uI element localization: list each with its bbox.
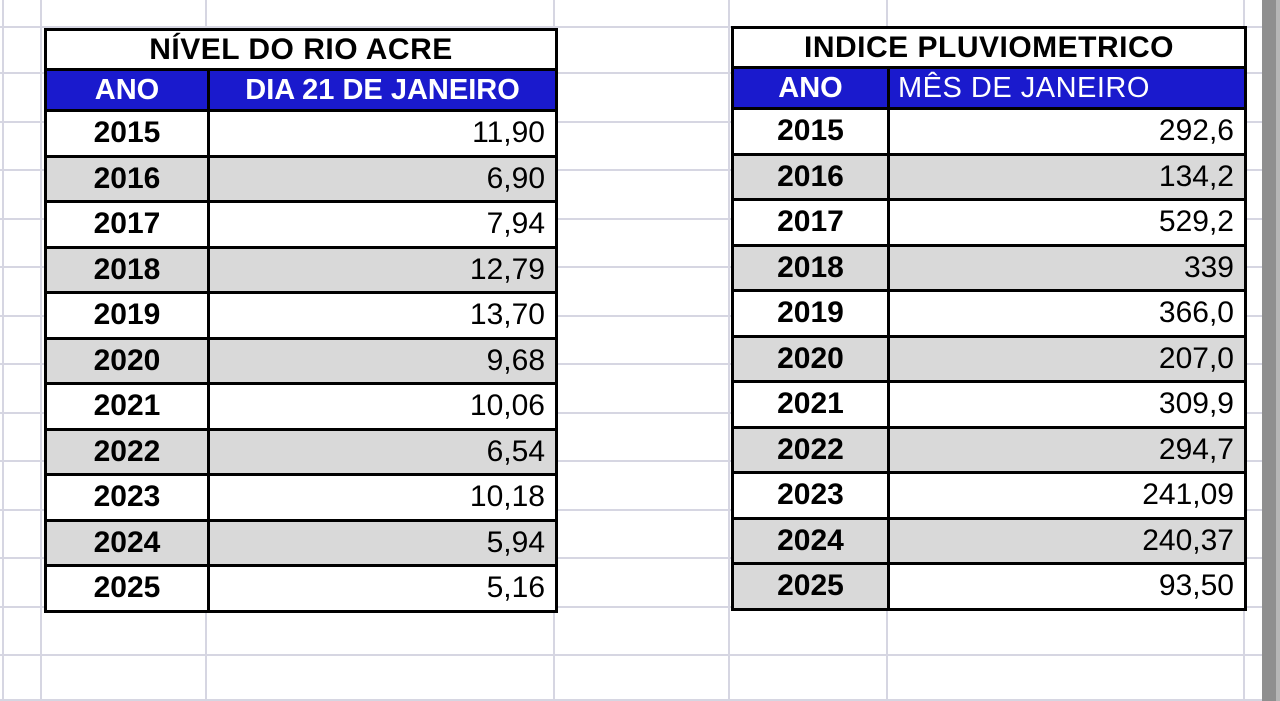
grid-line xyxy=(40,0,42,701)
table-row xyxy=(46,338,557,384)
table-header-row xyxy=(733,68,1246,109)
column-header-value[interactable]: MÊS DE JANEIRO xyxy=(889,68,1246,109)
year-cell[interactable]: 2020 xyxy=(46,338,209,384)
table-title-row xyxy=(46,30,557,70)
column-header-ano[interactable]: ANO xyxy=(733,68,889,109)
year-cell[interactable]: 2024 xyxy=(46,520,209,566)
value-cell[interactable]: 6,54 xyxy=(209,429,557,475)
table-row xyxy=(733,336,1246,382)
value-cell[interactable]: 241,09 xyxy=(889,473,1246,519)
column-header-ano[interactable]: ANO xyxy=(46,70,209,111)
year-cell[interactable]: 2016 xyxy=(46,156,209,202)
table-row xyxy=(46,475,557,521)
table-title[interactable]: INDICE PLUVIOMETRICO xyxy=(733,28,1246,68)
value-cell[interactable]: 292,6 xyxy=(889,109,1246,155)
year-cell[interactable]: 2019 xyxy=(733,291,889,337)
value-cell[interactable]: 134,2 xyxy=(889,154,1246,200)
value-cell[interactable]: 294,7 xyxy=(889,427,1246,473)
value-cell[interactable]: 5,94 xyxy=(209,520,557,566)
table-row xyxy=(46,429,557,475)
value-cell[interactable]: 13,70 xyxy=(209,293,557,339)
value-cell[interactable]: 366,0 xyxy=(889,291,1246,337)
table-row xyxy=(733,154,1246,200)
year-cell[interactable]: 2023 xyxy=(46,475,209,521)
year-cell[interactable]: 2017 xyxy=(733,200,889,246)
value-cell[interactable]: 10,18 xyxy=(209,475,557,521)
value-cell[interactable]: 240,37 xyxy=(889,518,1246,564)
table-title[interactable]: NÍVEL DO RIO ACRE xyxy=(46,30,557,70)
year-cell[interactable]: 2016 xyxy=(733,154,889,200)
year-cell[interactable]: 2018 xyxy=(46,247,209,293)
year-cell[interactable]: 2022 xyxy=(733,427,889,473)
table-row xyxy=(46,566,557,612)
table-row xyxy=(733,427,1246,473)
year-cell[interactable]: 2015 xyxy=(46,111,209,157)
table-row xyxy=(46,111,557,157)
value-cell[interactable]: 11,90 xyxy=(209,111,557,157)
year-cell[interactable]: 2023 xyxy=(733,473,889,519)
pluviometrico-table xyxy=(731,26,1247,611)
value-cell[interactable]: 9,68 xyxy=(209,338,557,384)
table-header-row xyxy=(46,70,557,111)
year-cell[interactable]: 2025 xyxy=(733,564,889,610)
table-row xyxy=(46,293,557,339)
value-cell[interactable]: 5,16 xyxy=(209,566,557,612)
value-cell[interactable]: 12,79 xyxy=(209,247,557,293)
grid-line xyxy=(728,0,730,701)
year-cell[interactable]: 2017 xyxy=(46,202,209,248)
year-cell[interactable]: 2021 xyxy=(733,382,889,428)
year-cell[interactable]: 2018 xyxy=(733,245,889,291)
table-row xyxy=(733,382,1246,428)
grid-line xyxy=(0,654,1262,656)
value-cell[interactable]: 309,9 xyxy=(889,382,1246,428)
year-cell[interactable]: 2019 xyxy=(46,293,209,339)
table-row xyxy=(733,200,1246,246)
year-cell[interactable]: 2020 xyxy=(733,336,889,382)
year-cell[interactable]: 2024 xyxy=(733,518,889,564)
table-row xyxy=(733,291,1246,337)
table-row xyxy=(46,247,557,293)
value-cell[interactable]: 339 xyxy=(889,245,1246,291)
value-cell[interactable]: 207,0 xyxy=(889,336,1246,382)
year-cell[interactable]: 2022 xyxy=(46,429,209,475)
table-row xyxy=(46,156,557,202)
table-row xyxy=(733,518,1246,564)
value-cell[interactable]: 93,50 xyxy=(889,564,1246,610)
grid-line xyxy=(2,0,4,701)
rio-acre-table xyxy=(44,28,558,613)
table-title-row xyxy=(733,28,1246,68)
table-row xyxy=(733,473,1246,519)
year-cell[interactable]: 2021 xyxy=(46,384,209,430)
column-header-value[interactable]: DIA 21 DE JANEIRO xyxy=(209,70,557,111)
table-row xyxy=(46,520,557,566)
value-cell[interactable]: 7,94 xyxy=(209,202,557,248)
value-cell[interactable]: 6,90 xyxy=(209,156,557,202)
table-row xyxy=(733,109,1246,155)
year-cell[interactable]: 2025 xyxy=(46,566,209,612)
table-row xyxy=(733,564,1246,610)
table-row xyxy=(733,245,1246,291)
value-cell[interactable]: 10,06 xyxy=(209,384,557,430)
value-cell[interactable]: 529,2 xyxy=(889,200,1246,246)
vertical-scrollbar[interactable] xyxy=(1262,0,1280,701)
year-cell[interactable]: 2015 xyxy=(733,109,889,155)
table-row xyxy=(46,384,557,430)
table-row xyxy=(46,202,557,248)
